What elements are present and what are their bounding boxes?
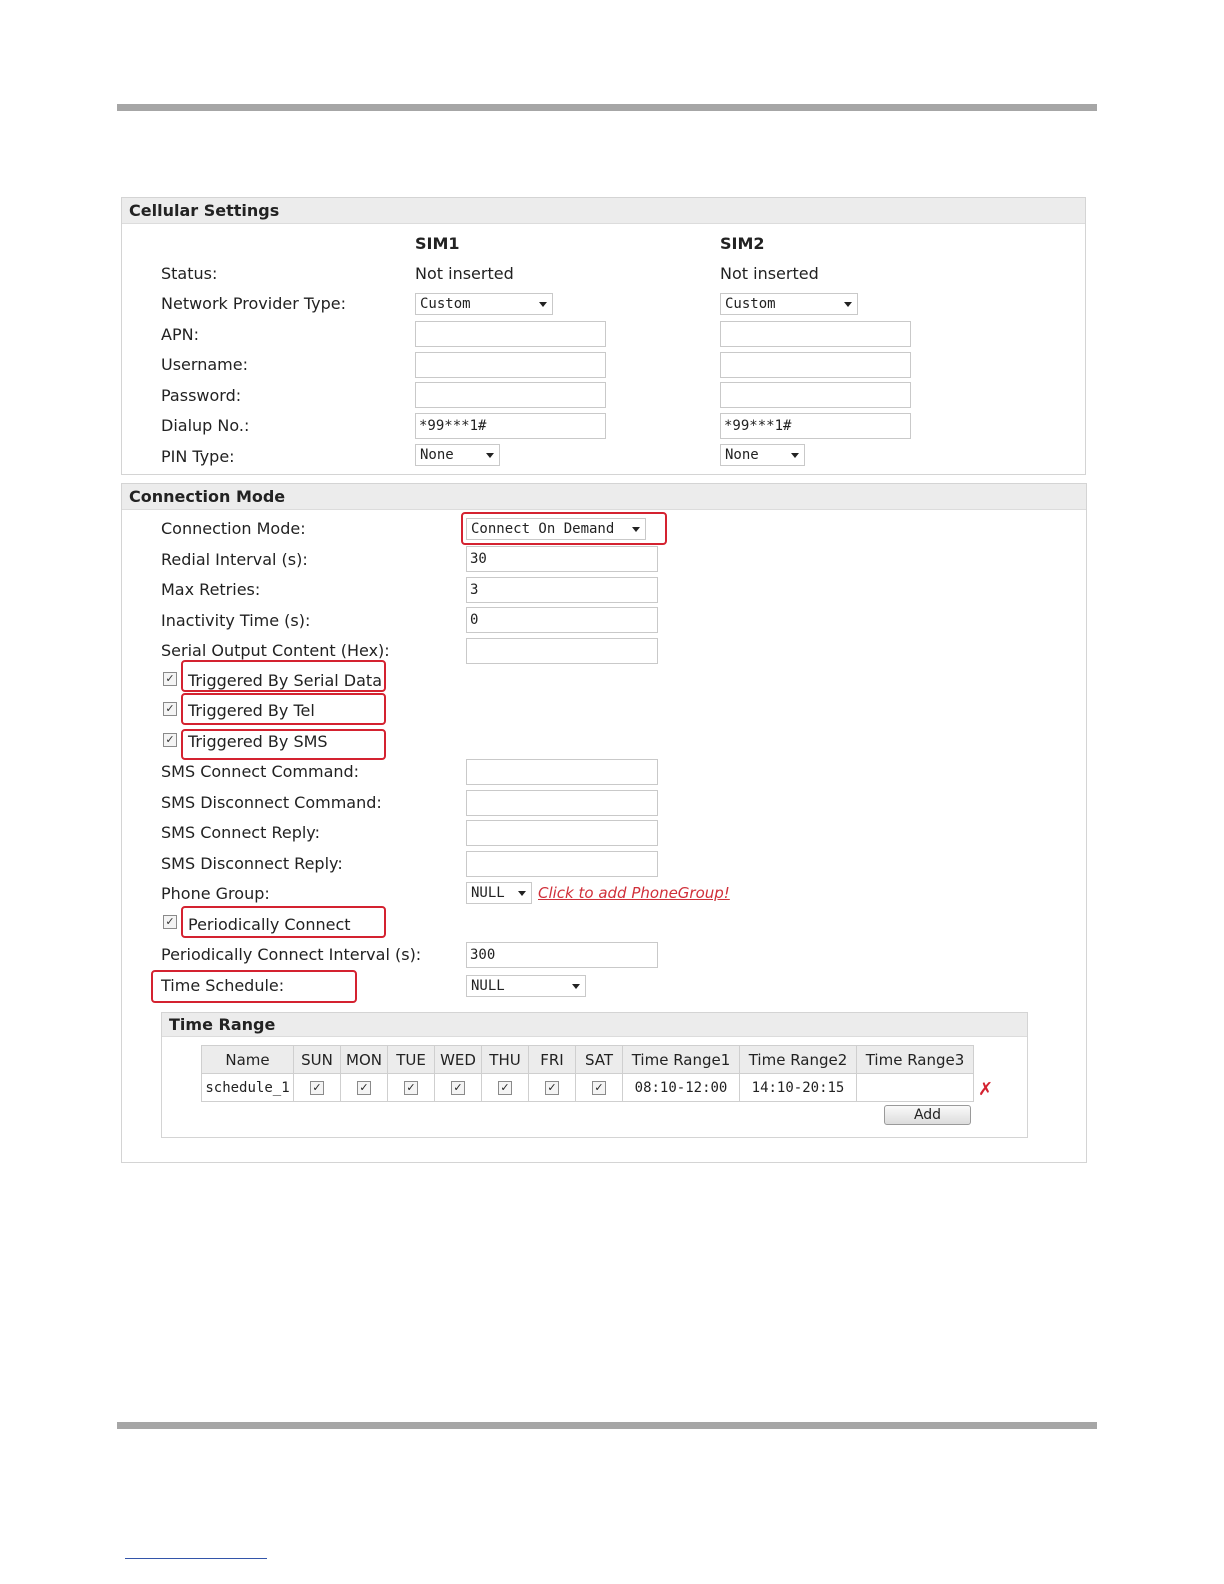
triggered-tel-highlight bbox=[181, 693, 386, 725]
inactivity-time-label: Inactivity Time (s): bbox=[161, 611, 311, 630]
max-retries-label: Max Retries: bbox=[161, 580, 261, 599]
thu-checkbox[interactable]: ✓ bbox=[498, 1081, 512, 1095]
time-range3-cell[interactable] bbox=[857, 1074, 974, 1102]
phone-group-value: NULL bbox=[471, 885, 505, 901]
connection-mode-highlight bbox=[461, 512, 667, 545]
footer-rule bbox=[117, 1422, 1097, 1429]
wed-checkbox[interactable]: ✓ bbox=[451, 1081, 465, 1095]
col-sun: SUN bbox=[294, 1046, 341, 1074]
sim1-pin-type-select[interactable] bbox=[415, 444, 500, 466]
time-range1-cell[interactable]: 08:10-12:00 bbox=[623, 1074, 740, 1102]
sim2-dialup-input[interactable]: *99***1# bbox=[720, 413, 911, 439]
sat-checkbox[interactable]: ✓ bbox=[592, 1081, 606, 1095]
sms-disconnect-reply-input[interactable] bbox=[466, 851, 658, 877]
periodic-interval-input[interactable]: 300 bbox=[466, 942, 658, 968]
chevron-down-icon bbox=[518, 891, 526, 896]
time-range-header-row bbox=[202, 1046, 974, 1074]
sim1-provider-select[interactable] bbox=[415, 293, 553, 315]
serial-output-label: Serial Output Content (Hex): bbox=[161, 641, 390, 660]
triggered-sms-checkbox[interactable]: ✓ bbox=[163, 733, 177, 747]
status-label: Status: bbox=[161, 264, 218, 283]
periodically-connect-highlight bbox=[181, 906, 386, 938]
col-time-range2: Time Range2 bbox=[740, 1046, 857, 1074]
time-range-table bbox=[201, 1045, 974, 1102]
sim2-apn-input[interactable] bbox=[720, 321, 911, 347]
sim2-status: Not inserted bbox=[720, 264, 819, 283]
triggered-sms-label: Triggered By SMS bbox=[188, 732, 328, 751]
sms-disconnect-command-input[interactable] bbox=[466, 790, 658, 816]
add-button[interactable]: Add bbox=[884, 1105, 971, 1125]
sms-disconnect-reply-label: SMS Disconnect Reply: bbox=[161, 854, 343, 873]
table-row bbox=[202, 1074, 974, 1102]
sim1-username-input[interactable] bbox=[415, 352, 606, 378]
chevron-down-icon bbox=[486, 453, 494, 458]
sim1-password-input[interactable] bbox=[415, 382, 606, 408]
serial-output-input[interactable] bbox=[466, 638, 658, 664]
connection-mode-title: Connection Mode bbox=[122, 484, 1086, 510]
triggered-sms-highlight bbox=[181, 729, 386, 760]
add-phone-group-link[interactable]: Click to add PhoneGroup! bbox=[538, 884, 730, 902]
col-time-range1: Time Range1 bbox=[623, 1046, 740, 1074]
tue-checkbox[interactable]: ✓ bbox=[404, 1081, 418, 1095]
chevron-down-icon bbox=[844, 302, 852, 307]
sim1-status: Not inserted bbox=[415, 264, 514, 283]
dialup-label: Dialup No.: bbox=[161, 416, 250, 435]
mon-checkbox[interactable]: ✓ bbox=[357, 1081, 371, 1095]
connection-mode-panel bbox=[121, 483, 1087, 1163]
redial-interval-label: Redial Interval (s): bbox=[161, 550, 308, 569]
time-schedule-select[interactable] bbox=[466, 975, 586, 997]
sim2-password-input[interactable] bbox=[720, 382, 911, 408]
time-range-title: Time Range bbox=[162, 1013, 1027, 1037]
sms-connect-reply-input[interactable] bbox=[466, 820, 658, 846]
sim2-header: SIM2 bbox=[720, 234, 765, 253]
sim1-pin-type-value: None bbox=[420, 447, 454, 463]
sms-disconnect-command-label: SMS Disconnect Command: bbox=[161, 793, 382, 812]
sim2-pin-type-value: None bbox=[725, 447, 759, 463]
inactivity-time-input[interactable]: 0 bbox=[466, 607, 658, 633]
cellular-settings-title: Cellular Settings bbox=[122, 198, 1085, 224]
header-rule bbox=[117, 104, 1097, 111]
sim2-pin-type-select[interactable] bbox=[720, 444, 805, 466]
triggered-serial-checkbox[interactable]: ✓ bbox=[163, 672, 177, 686]
connection-mode-label: Connection Mode: bbox=[161, 519, 306, 538]
periodic-interval-label: Periodically Connect Interval (s): bbox=[161, 945, 422, 964]
col-tue: TUE bbox=[388, 1046, 435, 1074]
cellular-settings-panel bbox=[121, 197, 1086, 475]
time-schedule-label: Time Schedule: bbox=[161, 976, 285, 995]
footer-link-underline bbox=[125, 1558, 267, 1559]
provider-label: Network Provider Type: bbox=[161, 294, 346, 313]
sun-checkbox[interactable]: ✓ bbox=[310, 1081, 324, 1095]
pin-type-label: PIN Type: bbox=[161, 447, 235, 466]
chevron-down-icon bbox=[791, 453, 799, 458]
col-thu: THU bbox=[482, 1046, 529, 1074]
col-wed: WED bbox=[435, 1046, 482, 1074]
time-range-panel bbox=[161, 1012, 1028, 1138]
sim1-provider-value: Custom bbox=[420, 296, 471, 312]
col-sat: SAT bbox=[576, 1046, 623, 1074]
sim1-apn-input[interactable] bbox=[415, 321, 606, 347]
username-label: Username: bbox=[161, 355, 248, 374]
time-schedule-highlight bbox=[151, 970, 357, 1003]
sim1-header: SIM1 bbox=[415, 234, 460, 253]
phone-group-select[interactable] bbox=[466, 882, 532, 904]
phone-group-label: Phone Group: bbox=[161, 884, 270, 903]
max-retries-input[interactable]: 3 bbox=[466, 577, 658, 603]
sms-connect-command-input[interactable] bbox=[466, 759, 658, 785]
fri-checkbox[interactable]: ✓ bbox=[545, 1081, 559, 1095]
col-mon: MON bbox=[341, 1046, 388, 1074]
triggered-tel-label: Triggered By Tel bbox=[188, 701, 315, 720]
triggered-serial-label: Triggered By Serial Data bbox=[188, 671, 383, 690]
connection-mode-value: Connect On Demand bbox=[471, 521, 615, 537]
triggered-serial-highlight bbox=[181, 660, 386, 692]
col-time-range3: Time Range3 bbox=[857, 1046, 974, 1074]
time-schedule-value: NULL bbox=[471, 978, 505, 994]
periodically-connect-checkbox[interactable]: ✓ bbox=[163, 915, 177, 929]
apn-label: APN: bbox=[161, 325, 199, 344]
col-fri: FRI bbox=[529, 1046, 576, 1074]
schedule-name-cell[interactable]: schedule_1 bbox=[202, 1074, 294, 1102]
redial-interval-input[interactable]: 30 bbox=[466, 546, 658, 572]
sim1-dialup-input[interactable]: *99***1# bbox=[415, 413, 606, 439]
sim2-provider-select[interactable] bbox=[720, 293, 858, 315]
sms-connect-command-label: SMS Connect Command: bbox=[161, 762, 360, 781]
triggered-tel-checkbox[interactable]: ✓ bbox=[163, 702, 177, 716]
sim2-provider-value: Custom bbox=[725, 296, 776, 312]
sms-connect-reply-label: SMS Connect Reply: bbox=[161, 823, 320, 842]
chevron-down-icon bbox=[539, 302, 547, 307]
chevron-down-icon bbox=[572, 984, 580, 989]
periodically-connect-label: Periodically Connect bbox=[188, 915, 351, 934]
delete-row-icon[interactable]: ✗ bbox=[978, 1079, 994, 1100]
sim2-username-input[interactable] bbox=[720, 352, 911, 378]
col-name: Name bbox=[202, 1046, 294, 1074]
password-label: Password: bbox=[161, 386, 242, 405]
time-range2-cell[interactable]: 14:10-20:15 bbox=[740, 1074, 857, 1102]
